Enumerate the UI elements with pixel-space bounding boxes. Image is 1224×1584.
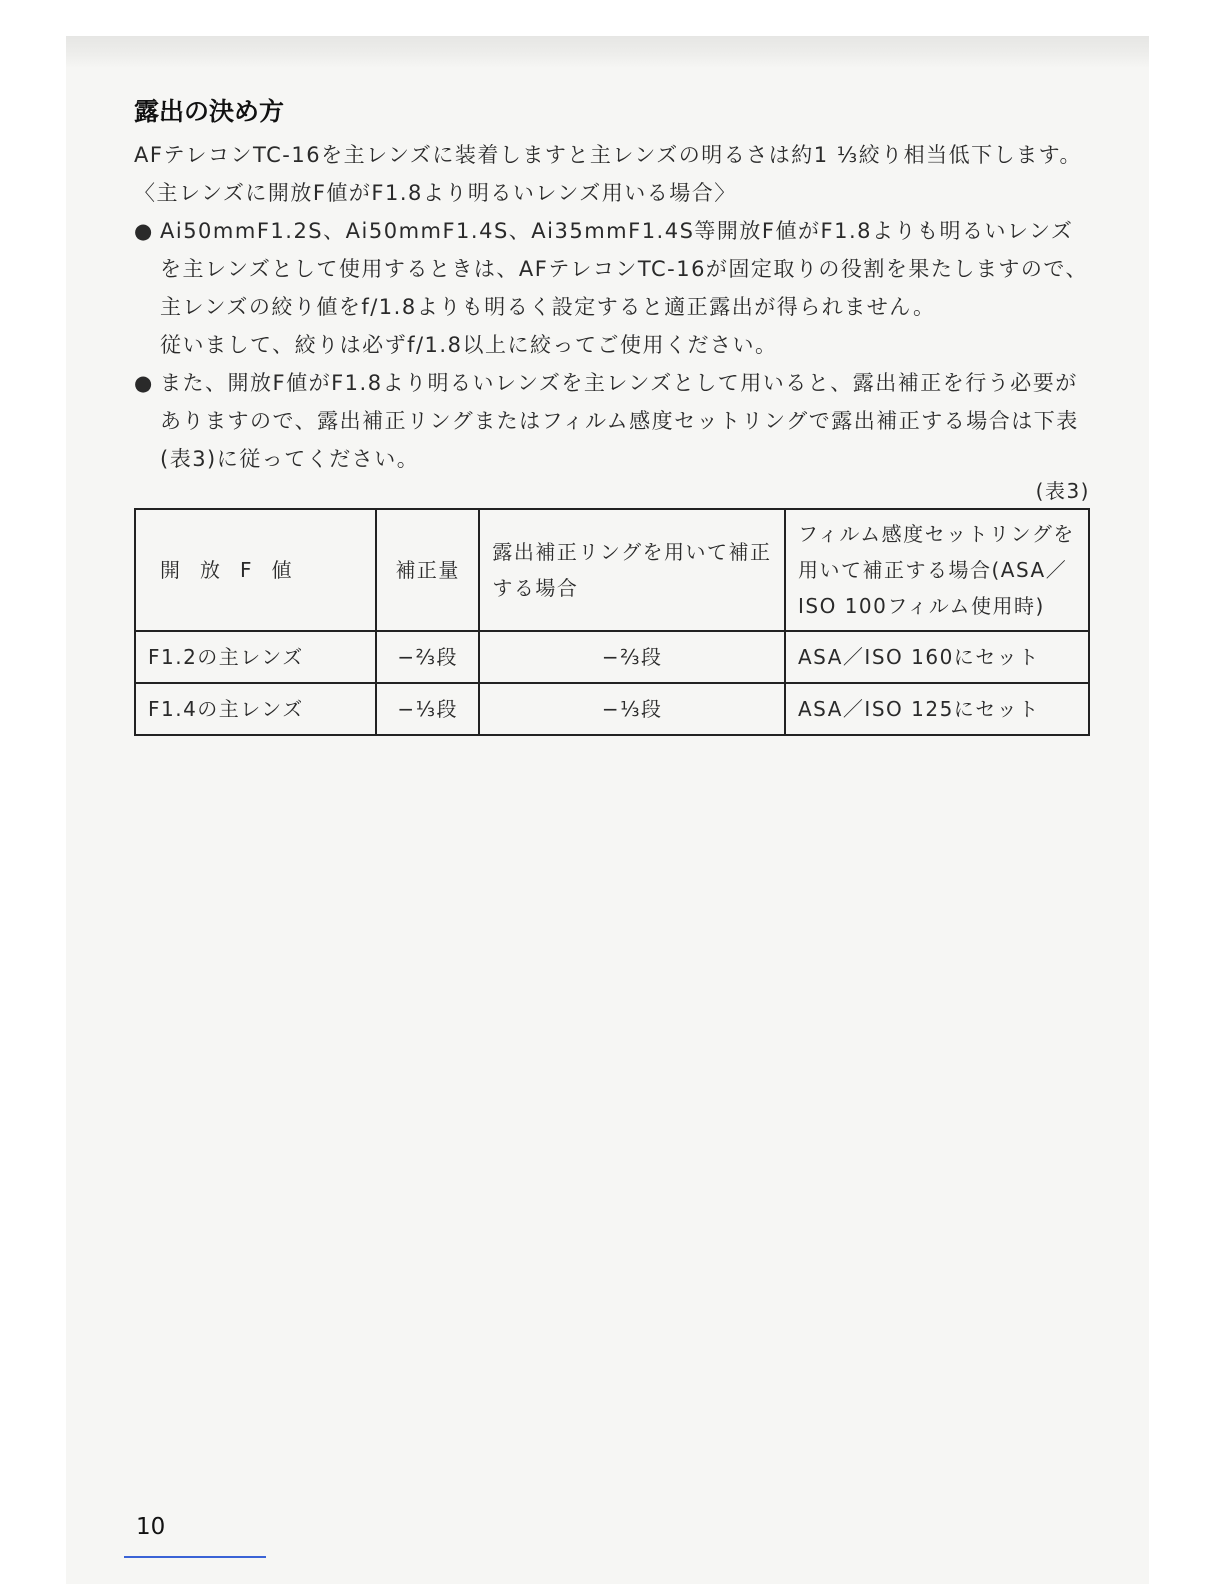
subheading: 〈主レンズに開放F値がF1.8より明るいレンズ用いる場合〉 — [134, 181, 737, 205]
aperture-note: 従いまして、絞りは必ずf/1.8以上に絞ってご使用ください。 — [160, 333, 778, 357]
table-cell: F1.2の主レンズ — [135, 631, 376, 683]
table-cell: −⅔段 — [376, 631, 479, 683]
page-content — [134, 92, 1090, 736]
table-cell: −⅓段 — [479, 683, 785, 735]
section-title: 露出の決め方 — [134, 97, 285, 126]
page-number: 10 — [136, 1514, 166, 1540]
bullet-item-lens-note — [134, 212, 1090, 326]
table-cell: ASA／ISO 125にセット — [785, 683, 1089, 735]
table-cell: −⅔段 — [479, 631, 785, 683]
table-row — [135, 683, 1089, 735]
table-cell: F1.4の主レンズ — [135, 683, 376, 735]
link-underline — [124, 1556, 266, 1558]
compensation-table — [134, 508, 1090, 736]
manual-page — [66, 36, 1149, 1584]
intro-paragraph: AFテレコンTC-16を主レンズに装着しますと主レンズの明るさは約1 ⅓絞り相当低下します。 — [134, 143, 1082, 167]
table-cell: −⅓段 — [376, 683, 479, 735]
table-caption: (表3) — [1035, 479, 1090, 503]
header-exposure-ring: 露出補正リングを用いて補正する場合 — [479, 509, 785, 631]
header-aperture: 開放F値 — [135, 509, 376, 631]
bullet-icon: ● — [134, 371, 154, 395]
bullet-icon: ● — [134, 219, 154, 243]
table-row — [135, 631, 1089, 683]
top-shadow-band — [66, 36, 1149, 68]
bullet-item-exposure-compensation — [134, 364, 1090, 478]
table-header-row — [135, 509, 1089, 631]
header-film-speed-ring: フィルム感度セットリングを用いて補正する場合(ASA／ISO 100フィルム使用時) — [785, 509, 1089, 631]
table-cell: ASA／ISO 160にセット — [785, 631, 1089, 683]
bullet-text: また、開放F値がF1.8より明るいレンズを主レンズとして用いると、露出補正を行う必要がありますので、露出補正リングまたはフィルム感度セットリングで露出補正する場合は下表(表3)に従ってください。 — [160, 371, 1079, 471]
header-correction-amount: 補正量 — [376, 509, 479, 631]
bullet-text: Ai50mmF1.2S、Ai50mmF1.4S、Ai35mmF1.4S等開放F値がF1.8よりも明るいレンズを主レンズとして使用するときは、AFテレコンTC-16が固定取りの役割を果たしますので、主レンズの絞り値をf/1.8よりも明るく設定すると適正露出が得られません。 — [160, 219, 1089, 319]
